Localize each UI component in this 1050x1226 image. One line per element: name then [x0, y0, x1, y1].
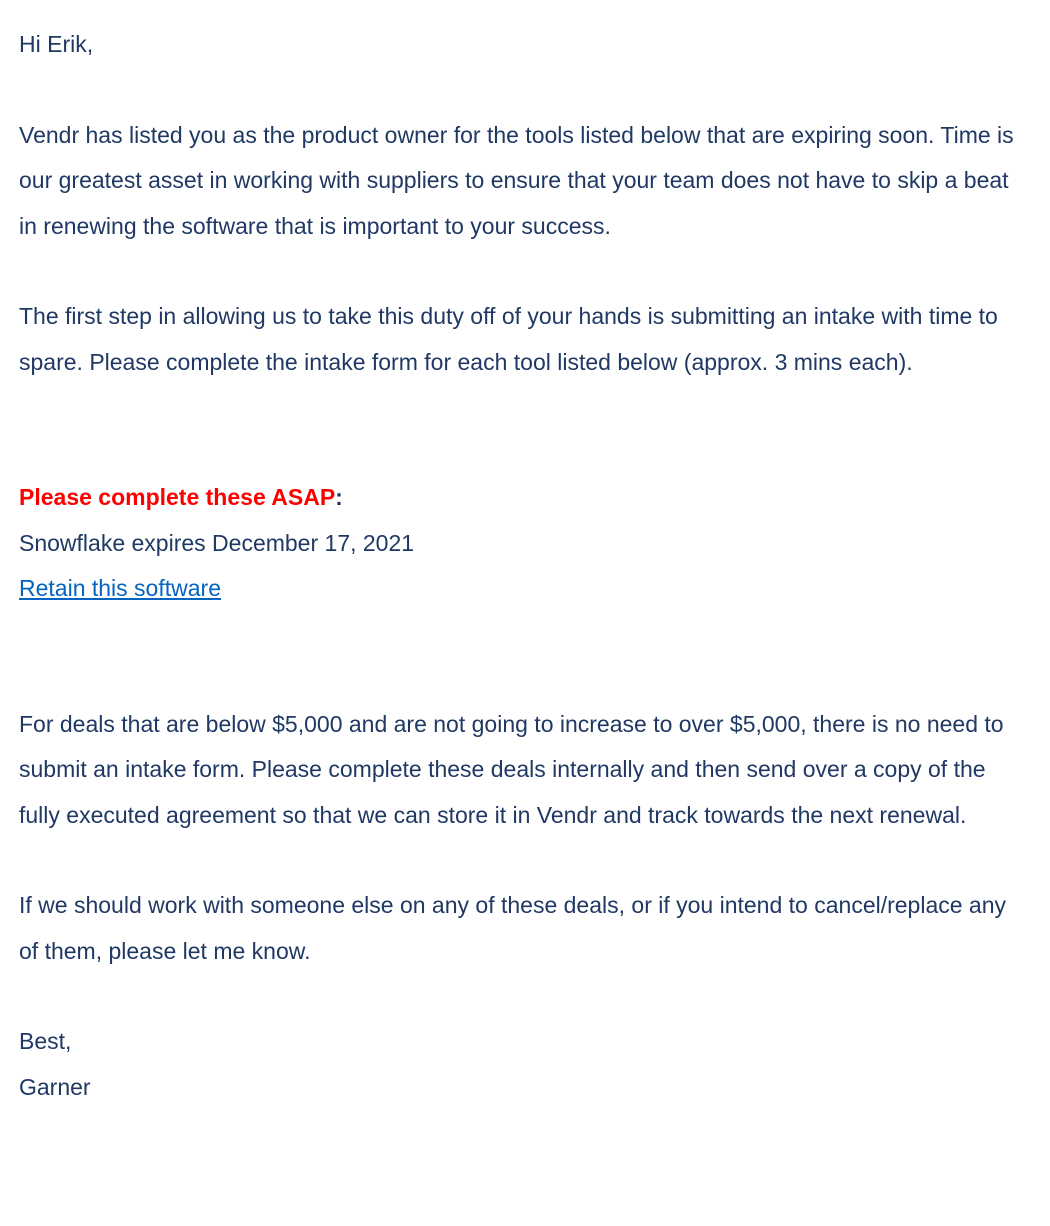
asap-heading-colon: : [335, 484, 343, 510]
paragraph-intake-instructions: The first step in allowing us to take this duty off of your hands is submitting an intake with time to spare. Please complete the intake form for each tool listed below (approx. 3 mins each). [19, 303, 998, 375]
closing: Best, [19, 1028, 72, 1054]
spacer [19, 385, 1022, 430]
spacer [19, 612, 1022, 657]
spacer [19, 838, 1022, 883]
spacer [19, 657, 1022, 702]
asap-heading: Please complete these ASAP [19, 484, 336, 510]
spacer [19, 430, 1022, 475]
sender-name: Garner [19, 1073, 91, 1100]
asap-heading-line [19, 475, 1022, 521]
paragraph-contact: If we should work with someone else on any of these deals, or if you intend to cancel/replace any of them, please let me know. [19, 892, 1007, 964]
spacer [19, 974, 1022, 1019]
retain-software-link[interactable]: Retain this software [19, 575, 221, 601]
renewal-item-snowflake: Snowflake expires December 17, 2021 [19, 529, 415, 556]
greeting: Hi Erik, [19, 31, 94, 57]
spacer [19, 249, 1022, 294]
paragraph-intro: Vendr has listed you as the product owner for the tools listed below that are expiring soon. Time is our greatest asset in working with suppliers to ensure that your team does not have to skip a beat in renewing the software that is important to your success. [19, 121, 1014, 239]
spacer [19, 68, 1022, 113]
paragraph-small-deals: For deals that are below $5,000 and are not going to increase to over $5,000, there is no need to submit an intake form. Please complete these deals internally and then send over a copy of the fully executed agreement so that we can store it in Vendr and track towards the next renewal. [19, 710, 1004, 828]
